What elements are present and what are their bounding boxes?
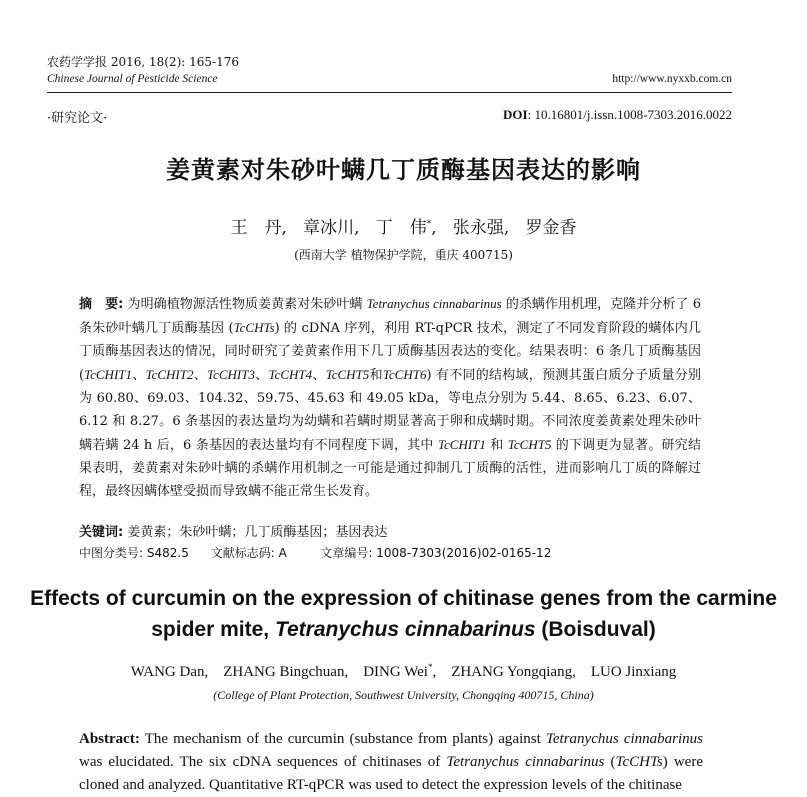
title-en-text: (Boisduval) [535, 618, 656, 641]
author-en: ZHANG Yongqiang, [451, 664, 576, 680]
species-name: Tetranychus cinnabarinus [446, 754, 605, 770]
authors-cn [0, 213, 807, 238]
gene-name: TcCHT5 [325, 367, 370, 382]
abstract-cn [79, 292, 701, 503]
abstract-cn-text: 、 [312, 368, 326, 383]
affiliation-cn: (西南大学 植物保护学院，重庆 400715) [294, 248, 513, 262]
abstract-en-text: The mechanism of the curcumin (substance from plants) against [139, 731, 546, 747]
doi-label: DOI [503, 107, 528, 122]
abstract-cn-text: 、 [254, 368, 269, 383]
article-no-value: 1008-7303(2016)02-0165-12 [376, 546, 552, 560]
journal-name-cn: 农药学学报 2016, 18(2): 165-176 [47, 55, 239, 69]
doi[interactable] [503, 107, 732, 123]
journal-url[interactable]: http://www.nyxxb.com.cn [612, 73, 732, 85]
doc-code-label: 文献标志码: [210, 546, 275, 560]
gene-name: TcCHTs [615, 754, 663, 770]
abstract-cn-text: 和 [369, 368, 383, 383]
section-tag: ·研究论文· [47, 111, 108, 126]
author-cn: 章冰川, [303, 218, 360, 238]
gene-name: TcCHT5 [507, 437, 552, 452]
gene-name: TcCHT6 [382, 367, 427, 382]
abstract-cn-text: 的杀螨作用机理，克隆并分析了 6 条朱砂叶螨几丁质酶基因 ( [79, 297, 701, 336]
author-cn: 王 丹, [230, 218, 287, 238]
authors-en [0, 662, 807, 681]
abstract-cn-text: 的下调更为显著。研究结果表明，姜黄素对朱砂叶螨的杀螨作用机制之一可能是通过抑制几丁质酶的活性，进而影响几丁质的降解过程，最终因螨体壁受损而导致螨不能正常生长发育。 [79, 438, 701, 499]
abstract-cn-text: ) 有不同的结构域，预测其蛋白质分子质量分别为 60.80、69.03、104.32、59.75、45.63 和 49.05 kDa，等电点分别为 5.44、8.65、6.23、6.07、6.12 和 8.27。6 条基因的表达量均为幼螨和若螨时期显著高于卵和成螨时期。不同浓度姜黄素处理朱砂叶螨若螨 24 h 后，6 条基因的表达量均有不同程度下调，其中 [79, 368, 701, 453]
title-en-line2 [0, 614, 807, 645]
header-divider [47, 92, 732, 93]
author-en: WANG Dan, [130, 664, 209, 680]
doi-value: : 10.16801/j.issn.1008-7303.2016.0022 [527, 107, 732, 122]
author-en: LUO Jinxiang [590, 664, 677, 680]
gene-name: TcCHIT3 [207, 367, 255, 382]
abstract-en-label: Abstract: [79, 731, 140, 747]
gene-name: TcCHIT2 [145, 367, 194, 382]
abstract-cn-text: ) 的 cDNA 序列，利用 RT-qPCR 技术，测定了不同发育阶段的螨体内几丁质酶基因表达的情况，同时研究了姜黄素作用下几丁质酶基因表达的变化。结果表明：6 条几丁质酶基因 ( [79, 321, 701, 383]
abstract-cn-text: 和 [485, 438, 508, 453]
affiliation-en: (College of Plant Protection, Southwest University, Chongqing 400715, China) [213, 688, 594, 702]
abstract-cn-text: 、 [193, 368, 208, 383]
species-name: Tetranychus cinnabarinus [274, 618, 536, 641]
title-en-line1: Effects of curcumin on the expression of chitinase genes from the carmine [30, 587, 777, 610]
corresponding-mark: * [427, 662, 433, 672]
gene-name: TcCHIT1 [437, 437, 486, 452]
gene-name: TcCHTs [233, 320, 275, 335]
abstract-cn-label: 摘 要: [79, 297, 124, 312]
title-en [0, 583, 807, 645]
clc-value: S482.5 [146, 546, 189, 560]
classification-row [79, 544, 551, 561]
author-sep: , [431, 218, 437, 238]
author-cn: 罗金香 [525, 218, 577, 238]
title-cn: 姜黄素对朱砂叶螨几丁质酶基因表达的影响 [166, 156, 641, 184]
author-sep: , [432, 664, 437, 680]
keywords-cn [79, 521, 387, 540]
journal-name-en: Chinese Journal of Pesticide Science [47, 73, 218, 85]
gene-name: TcCHIT1 [84, 367, 133, 382]
species-name: Tetranychus cinnabarinus [366, 296, 502, 311]
doc-code-value: A [278, 546, 287, 560]
abstract-en-text: ( [604, 754, 616, 770]
author-cn: 张永强, [452, 218, 510, 238]
title-en-text: spider mite, [151, 618, 275, 641]
author-en: DING Wei [363, 664, 428, 680]
author-cn: 丁 伟 [375, 218, 427, 238]
species-name: Tetranychus cinnabarinus [545, 731, 704, 747]
abstract-en-text: was elucidated. The six cDNA sequences of chitinases of [79, 754, 447, 770]
article-no-label: 文章编号: [320, 546, 373, 560]
clc-label: 中图分类号: [79, 546, 144, 560]
keywords-cn-text: 姜黄素；朱砂叶螨；几丁质酶基因；基因表达 [127, 525, 388, 540]
corresponding-mark: * [426, 219, 432, 230]
abstract-en [79, 728, 703, 797]
abstract-cn-text: 为明确植物源活性物质姜黄素对朱砂叶螨 [127, 297, 367, 312]
gene-name: TcCHT4 [268, 367, 313, 382]
abstract-en-text: ) were cloned and analyzed. Quantitative RT-qPCR was used to detect the expression levels of the chitinase [79, 754, 703, 793]
keywords-cn-label: 关键词: [79, 525, 124, 540]
author-en: ZHANG Bingchuan, [223, 664, 349, 680]
abstract-cn-text: 、 [132, 368, 146, 383]
